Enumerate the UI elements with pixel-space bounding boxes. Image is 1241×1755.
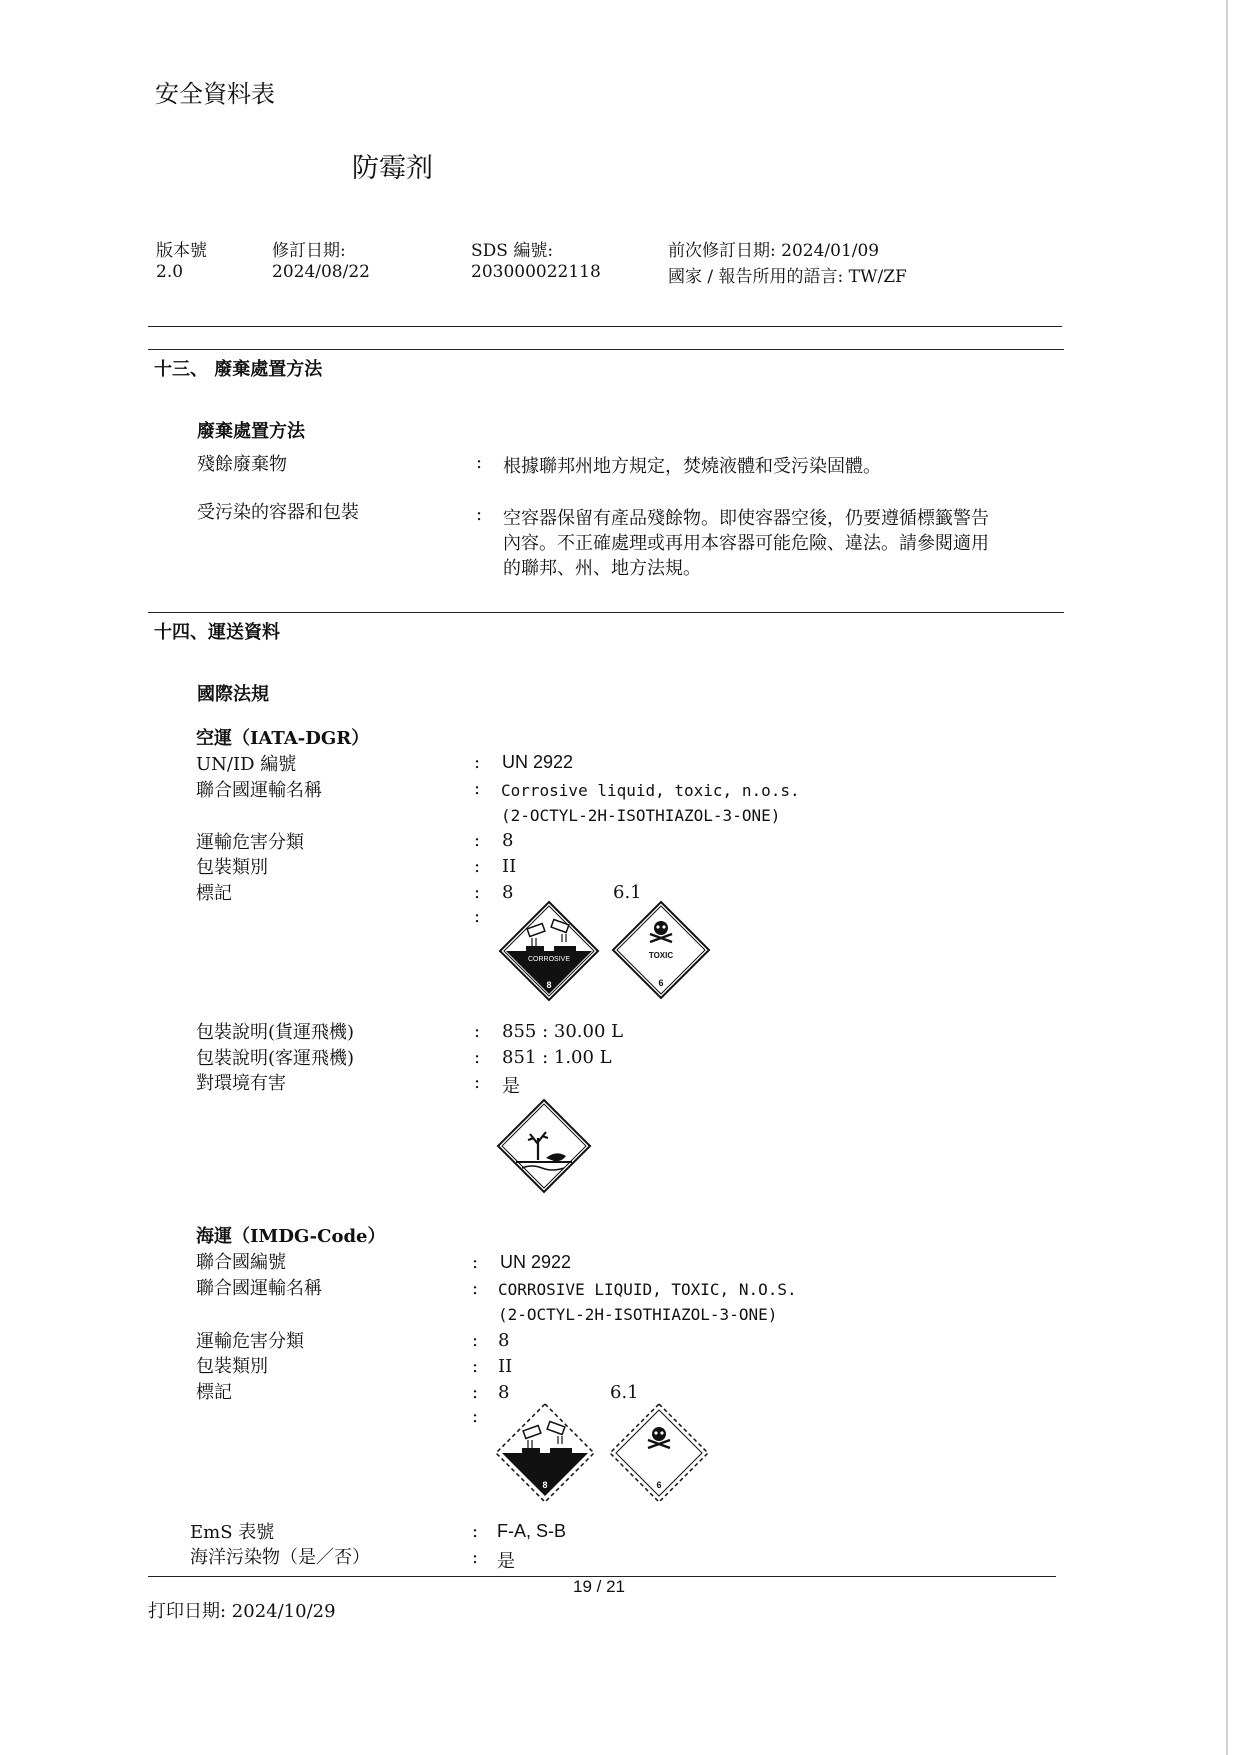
marine-pollutant-label: 海洋污染物（是／否） [190,1547,370,1568]
document-title: 安全資料表 [155,80,275,108]
contaminated-packaging-label: 受污染的容器和包裝 [197,502,359,523]
corrosive-pictogram-number: 8 [546,980,552,990]
air-hazard-class-label: 運輸危害分類 [196,832,304,853]
sea-label-1: 8 [498,1382,510,1403]
air-hazard-class-value: 8 [502,830,514,851]
residual-waste-value: 根據聯邦州地方規定，焚燒液體和受污染固體。 [503,456,881,477]
colon: : [476,452,483,473]
colon: : [472,1406,479,1427]
air-label-2: 6.1 [613,882,642,903]
sea-transport-title: 海運（IMDG-Code） [196,1226,386,1247]
section14-rule [148,612,1064,613]
section13-heading: 十三、 廢棄處置方法 [154,359,323,380]
residual-waste-label: 殘餘廢棄物 [197,454,287,475]
colon: : [474,1021,481,1042]
air-packing-passenger-label: 包裝說明(客運飛機) [196,1048,355,1069]
sea-un-number-label: 聯合國編號 [196,1252,286,1273]
version-value: 2.0 [156,262,184,282]
sea-shipping-name-line2: (2-OCTYL-2H-ISOTHIAZOL-3-ONE) [498,1305,778,1324]
air-packing-cargo-label: 包裝說明(貨運飛機) [196,1022,355,1043]
colon: : [472,1252,479,1273]
sea-corrosive-pictogram-number: 8 [542,1480,548,1490]
air-labels-label: 標記 [196,883,232,904]
corrosive-pictogram [498,900,600,1002]
revision-date-label: 修訂日期: [272,241,346,261]
page-number: 19 / 21 [573,1577,625,1596]
colon: : [472,1278,479,1299]
air-un-id-value: UN 2922 [502,752,574,772]
toxic-pictogram-number: 6 [658,978,664,988]
print-date: 打印日期: 2024/10/29 [148,1601,336,1622]
air-packing-group-value: II [502,856,517,877]
colon: : [474,778,481,799]
colon: : [472,1356,479,1377]
sea-corrosive-pictogram [494,1402,596,1504]
colon: : [474,1047,481,1068]
air-un-id-label: UN/ID 編號 [196,754,297,775]
environment-pictogram [496,1098,592,1194]
colon: : [474,906,481,927]
header-rule [148,326,1062,327]
sea-un-number-value: UN 2922 [500,1252,572,1272]
air-shipping-name-line2: (2-OCTYL-2H-ISOTHIAZOL-3-ONE) [501,806,781,825]
country-language: 國家 / 報告所用的語言: TW/ZF [668,267,907,287]
colon: : [474,1072,481,1093]
sea-label-2: 6.1 [610,1382,639,1403]
colon: : [474,882,481,903]
air-env-hazard-label: 對環境有害 [196,1073,286,1094]
version-label: 版本號 [156,241,207,261]
ems-value: F-A, S-B [497,1521,567,1541]
sea-packing-group-value: II [498,1356,513,1377]
air-shipping-name-label: 聯合國運輸名稱 [196,780,322,801]
contaminated-packaging-line3: 的聯邦、州、地方法規。 [503,558,701,579]
toxic-pictogram-text: TOXIC [648,951,674,960]
section14-heading: 十四、運送資料 [154,622,280,643]
colon: : [472,1382,479,1403]
toxic-pictogram [611,900,711,1000]
colon: : [472,1330,479,1351]
colon: : [474,856,481,877]
ems-label: EmS 表號 [190,1522,275,1543]
colon: : [474,830,481,851]
corrosive-pictogram-text: CORROSIVE [527,956,571,963]
sea-shipping-name-label: 聯合國運輸名稱 [196,1278,322,1299]
section13-subheading: 廢棄處置方法 [197,421,305,442]
sea-toxic-pictogram-number: 6 [656,1480,662,1490]
colon: : [476,504,483,525]
sea-shipping-name-line1: CORROSIVE LIQUID, TOXIC, N.O.S. [498,1280,797,1299]
air-packing-cargo-value: 855 : 30.00 L [502,1021,624,1042]
section14-subheading: 國際法規 [197,684,269,705]
air-label-1: 8 [502,882,514,903]
sea-hazard-class-label: 運輸危害分類 [196,1331,304,1352]
colon: : [472,1521,479,1542]
air-env-hazard-value: 是 [502,1076,520,1097]
sea-toxic-pictogram [608,1402,710,1504]
sea-labels-label: 標記 [196,1382,232,1403]
section13-rule [148,349,1064,350]
colon: : [472,1547,479,1568]
air-packing-passenger-value: 851 : 1.00 L [502,1047,612,1068]
scan-edge-line [1226,0,1228,1755]
sea-packing-group-label: 包裝類別 [196,1356,268,1377]
contaminated-packaging-line2: 內容。不正確處理或再用本容器可能危險、違法。請參閱適用 [503,533,989,554]
sds-number-label: SDS 編號: [471,241,554,261]
revision-date-value: 2024/08/22 [272,262,370,282]
marine-pollutant-value: 是 [497,1551,515,1572]
sds-number-value: 203000022118 [471,262,601,282]
air-transport-title: 空運（IATA-DGR） [196,728,370,749]
air-packing-group-label: 包裝類別 [196,857,268,878]
previous-revision-date: 前次修訂日期: 2024/01/09 [668,241,880,261]
colon: : [474,752,481,773]
product-name: 防霉剂 [352,153,433,184]
sea-hazard-class-value: 8 [498,1330,510,1351]
air-shipping-name-line1: Corrosive liquid, toxic, n.o.s. [501,781,800,800]
contaminated-packaging-line1: 空容器保留有產品殘餘物。即使容器空後，仍要遵循標籤警告 [503,508,989,529]
